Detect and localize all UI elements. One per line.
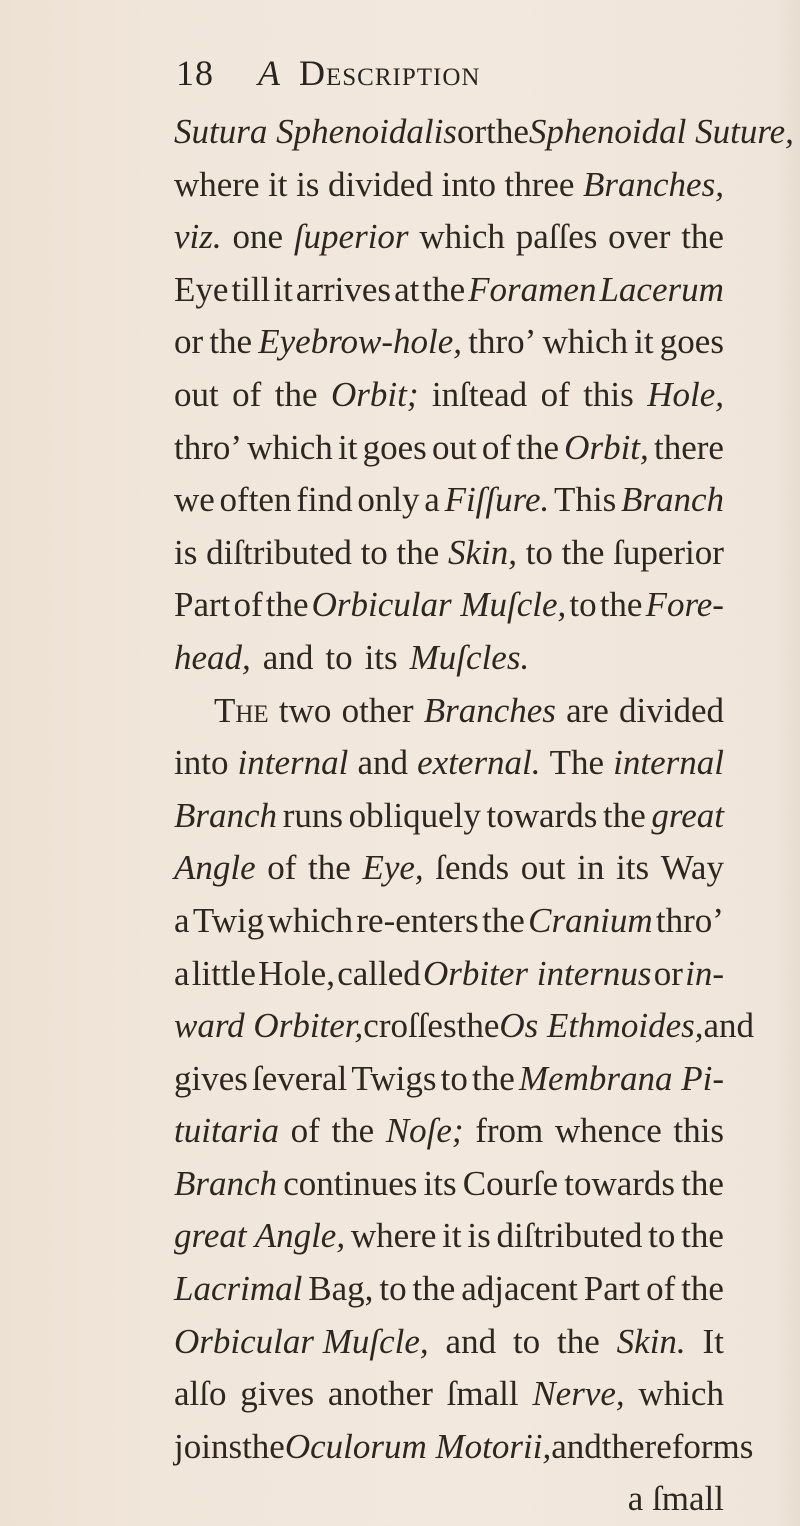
word: or — [174, 322, 204, 362]
word: Skin, — [447, 532, 517, 572]
word: Branch — [620, 480, 724, 520]
text-line — [174, 790, 724, 843]
word: obliquely — [348, 795, 481, 835]
text-line — [174, 527, 724, 580]
word: three — [504, 164, 575, 204]
word: called — [337, 953, 421, 993]
text-line — [174, 369, 724, 422]
word: goes — [659, 322, 724, 362]
word: diſtributed — [206, 532, 352, 572]
word: viz. — [174, 217, 222, 257]
running-head-article: A — [258, 53, 281, 93]
word: the — [681, 1269, 724, 1309]
word: the — [274, 374, 318, 414]
word: the — [308, 848, 351, 888]
word: Oculorum Motorii, — [284, 1426, 552, 1466]
word: one — [232, 217, 283, 257]
word: there — [653, 427, 724, 467]
word: to — [440, 1058, 468, 1098]
word: little — [191, 953, 256, 993]
text-line — [174, 842, 724, 895]
text-line — [174, 106, 794, 159]
word: the — [242, 1426, 285, 1466]
word: divided — [327, 164, 433, 204]
word: a — [424, 480, 440, 520]
word: a — [174, 900, 190, 940]
body-text — [174, 106, 794, 1526]
word: Foramen — [468, 269, 597, 309]
word: Sphenoidal Suture, — [528, 112, 794, 151]
word: the — [681, 1163, 724, 1203]
word: which — [247, 427, 333, 467]
word: another — [327, 1374, 433, 1414]
word: The — [214, 690, 269, 730]
word: Fore- — [645, 585, 724, 625]
word: runs — [282, 795, 343, 835]
word: great Angle, — [174, 1216, 346, 1256]
word: Twigs — [351, 1058, 437, 1098]
word: its — [364, 637, 398, 677]
word: arrives — [295, 269, 392, 309]
word: the — [602, 795, 646, 835]
word: Eyebrow-hole, — [258, 322, 463, 362]
word: goes — [362, 427, 427, 467]
word: the — [482, 900, 525, 940]
word: Skin. — [616, 1321, 686, 1361]
word: this — [583, 374, 634, 414]
word: of — [646, 1269, 676, 1309]
word: ſends — [435, 848, 510, 888]
word: other — [341, 690, 414, 730]
text-line — [174, 948, 724, 1001]
word: the — [561, 532, 605, 572]
word: at — [394, 269, 420, 309]
word: ſuperior — [293, 217, 409, 257]
word: great — [651, 795, 724, 835]
word: the — [599, 585, 643, 625]
word: Lacerum — [599, 269, 724, 309]
catchword — [174, 1473, 724, 1526]
word: the — [396, 532, 440, 572]
word: and — [262, 637, 314, 677]
running-head-title: Description — [299, 53, 481, 93]
text-line — [174, 1000, 755, 1053]
word: Angle — [174, 848, 256, 888]
word: Os Ethmoides, — [499, 1006, 704, 1046]
text-line — [174, 579, 724, 632]
word: ſuperior — [613, 532, 724, 572]
catchword-text: a ſmall — [627, 1479, 724, 1519]
word: Sutura Sphenoidalis — [174, 112, 457, 151]
word: of — [267, 848, 297, 888]
word: Orbicular Muſcle, — [174, 1321, 429, 1361]
word: from — [475, 1111, 544, 1151]
word: internal — [613, 743, 724, 783]
text-line — [174, 474, 724, 527]
word: Way — [660, 848, 724, 888]
word: Part — [583, 1269, 641, 1309]
word: which — [267, 900, 354, 940]
word: or — [456, 112, 487, 151]
word: the — [486, 112, 529, 151]
word: alſo — [174, 1374, 227, 1414]
word: tuitaria — [174, 1111, 280, 1151]
word: it — [337, 427, 358, 467]
word: and — [357, 743, 409, 783]
word: the — [471, 1058, 515, 1098]
word: into — [174, 743, 229, 783]
word: Part — [174, 585, 231, 625]
word: its — [616, 848, 650, 888]
word: this — [673, 1111, 724, 1151]
word: and — [551, 1426, 602, 1466]
word: Hole, — [258, 953, 335, 993]
word: where — [350, 1216, 437, 1256]
word: Cranium — [528, 900, 653, 940]
word: ward Orbiter, — [174, 1006, 364, 1046]
word: Muſcles. — [409, 637, 530, 677]
text-line — [174, 159, 724, 212]
word: joins — [174, 1426, 243, 1466]
word: ſeveral — [252, 1058, 348, 1098]
word: forms — [671, 1426, 754, 1466]
word: diſtributed — [496, 1216, 643, 1256]
word: Twig — [192, 900, 265, 940]
word: gives — [174, 1058, 248, 1098]
word: to — [360, 532, 388, 572]
text-line — [174, 1105, 724, 1158]
text-line — [174, 1158, 724, 1211]
word: thro’ — [655, 900, 724, 940]
word: Membrana Pi- — [518, 1058, 724, 1098]
word: of — [232, 374, 262, 414]
word: This — [553, 480, 617, 520]
word: thro’ — [468, 322, 537, 362]
word: out — [174, 374, 219, 414]
word: re-enters — [356, 900, 479, 940]
word: it — [442, 1216, 462, 1256]
text-line — [174, 1210, 724, 1263]
word: head, — [174, 637, 251, 677]
word: into — [441, 164, 496, 204]
word: we — [174, 480, 215, 520]
word: external. — [417, 743, 541, 783]
word: paſſes — [515, 217, 598, 257]
word: towards — [486, 795, 598, 835]
word: Orbit; — [330, 374, 419, 414]
word: adjacent — [461, 1269, 578, 1309]
word: whence — [554, 1111, 662, 1151]
word: thro’ — [174, 427, 243, 467]
word: Courſe — [462, 1163, 559, 1203]
text-line — [174, 422, 724, 475]
word: Nerve, — [532, 1374, 625, 1414]
text-line — [174, 1316, 724, 1369]
word: often — [219, 480, 292, 520]
word: or — [653, 953, 683, 993]
text-line — [174, 316, 724, 369]
word: Orbit, — [564, 427, 649, 467]
word: a — [174, 953, 190, 993]
word: continues — [283, 1163, 418, 1203]
word: in- — [685, 953, 724, 993]
word: Branches, — [583, 164, 724, 204]
word: in — [577, 848, 605, 888]
word: divided — [619, 690, 724, 730]
page-number: 18 — [176, 53, 214, 93]
word: of — [540, 374, 570, 414]
word: it — [268, 164, 288, 204]
word: internal — [237, 743, 349, 783]
word: where — [174, 164, 260, 204]
text-line — [174, 895, 724, 948]
word: gives — [240, 1374, 315, 1414]
text-line — [174, 1368, 724, 1421]
word: which — [419, 217, 505, 257]
word: which — [638, 1374, 724, 1414]
text-line — [174, 211, 724, 264]
word: only — [357, 480, 420, 520]
word: is — [467, 1216, 491, 1256]
text-line — [174, 685, 724, 738]
word: to — [512, 1321, 541, 1361]
word: Noſe; — [385, 1111, 464, 1151]
word: its — [423, 1163, 457, 1203]
word: Lacrimal — [174, 1269, 303, 1309]
word: of — [233, 585, 263, 625]
word: inſtead — [431, 374, 528, 414]
word: is — [296, 164, 320, 204]
word: it — [273, 269, 293, 309]
word: are — [566, 690, 609, 730]
word: the — [265, 585, 309, 625]
word: the — [412, 1269, 456, 1309]
word: the — [681, 217, 724, 257]
text-line — [174, 264, 724, 317]
word: the — [557, 1321, 600, 1361]
word: is — [174, 532, 198, 572]
word: Eye, — [362, 848, 424, 888]
word: Fiſſure. — [444, 480, 550, 520]
word: Branches — [423, 690, 556, 730]
word: Bag, — [308, 1269, 374, 1309]
word: and — [445, 1321, 497, 1361]
word: the — [456, 1006, 500, 1046]
word: Hole, — [647, 374, 724, 414]
word: find — [296, 480, 353, 520]
word: till — [231, 269, 271, 309]
word: the — [681, 1216, 724, 1256]
running-head — [176, 52, 736, 98]
word: croſſes — [363, 1006, 457, 1046]
text-line — [174, 1421, 754, 1474]
text-line — [174, 1053, 724, 1106]
word: Orbicular Muſcle, — [311, 585, 567, 625]
word: It — [702, 1321, 724, 1361]
word: Branch — [174, 795, 278, 835]
word: Eye — [174, 269, 229, 309]
word: it — [634, 322, 654, 362]
word: out — [431, 427, 477, 467]
word: to — [648, 1216, 676, 1256]
text-line — [174, 1263, 724, 1316]
word: Orbiter internus — [423, 953, 652, 993]
word: the — [331, 1111, 375, 1151]
word: Branch — [174, 1163, 278, 1203]
word: there — [601, 1426, 672, 1466]
word: the — [209, 322, 253, 362]
word: to — [569, 585, 597, 625]
word: and — [703, 1006, 755, 1046]
text-line — [174, 737, 724, 790]
word: of — [290, 1111, 320, 1151]
word: the — [422, 269, 466, 309]
text-line — [174, 632, 724, 685]
word: which — [542, 322, 628, 362]
word: to — [325, 637, 353, 677]
word: to — [379, 1269, 407, 1309]
word: ſmall — [446, 1374, 519, 1414]
word: two — [278, 690, 332, 730]
word: towards — [564, 1163, 676, 1203]
word: out — [520, 848, 566, 888]
word: to — [525, 532, 553, 572]
word: over — [608, 217, 671, 257]
word: the — [516, 427, 559, 467]
word: of — [481, 427, 512, 467]
word: The — [549, 743, 605, 783]
